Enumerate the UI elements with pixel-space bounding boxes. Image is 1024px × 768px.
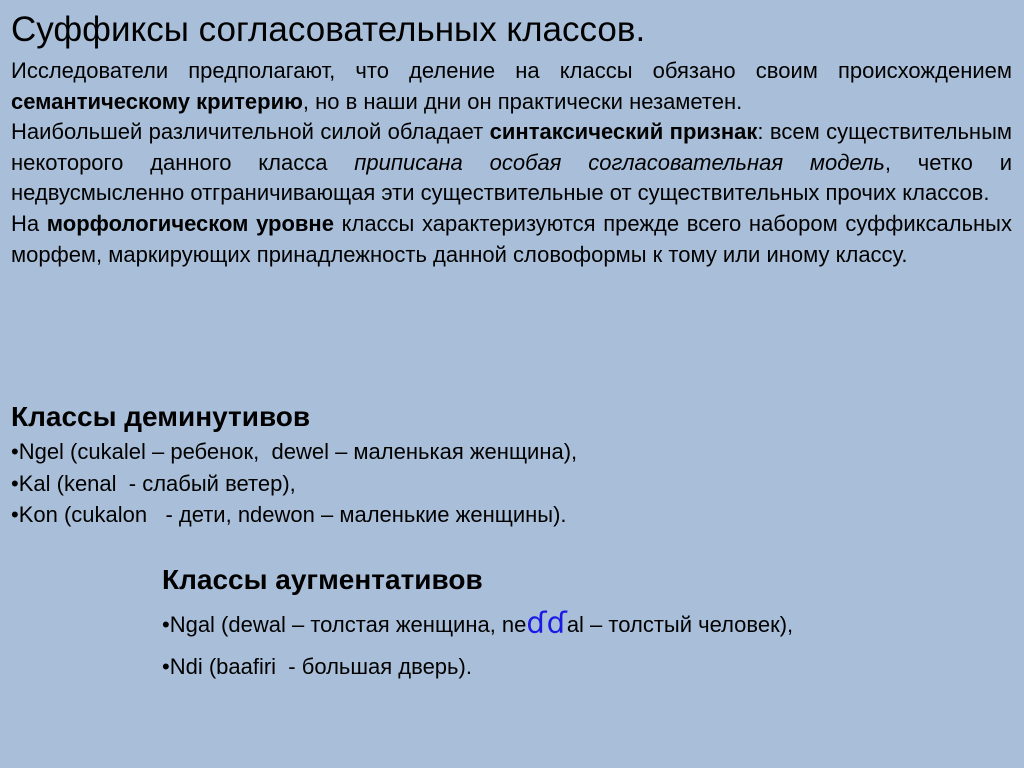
- list-item: •Ndi (baafiri - большая дверь).: [162, 654, 472, 679]
- slide-title: Суффиксы согласовательных классов.: [11, 10, 646, 49]
- list-item: •Kon (cukalon - дети, ndewon – маленькие женщины).: [11, 502, 567, 527]
- augmentatives-list: [162, 602, 793, 688]
- list-item-text: •Ngal (dewal – толстая женщина, ne: [162, 612, 527, 637]
- list-item: •Ngel (cukalel – ребенок, dewel – маленькая женщина),: [11, 439, 578, 464]
- implosive-glyph: ɗɗ: [526, 606, 567, 640]
- paragraph-semantic: [11, 56, 1012, 117]
- paragraph-text: Наибольшей различительной силой обладает: [11, 119, 490, 145]
- bold-term: морфологическом уровне: [46, 210, 334, 236]
- paragraph-text: : всем существительным некоторого данного класса: [11, 119, 1013, 175]
- paragraph-text: классы характеризуются прежде всего набором суффиксальных морфем, маркирующих принадлежность данной словоформы к тому или иному классу.: [11, 210, 1012, 267]
- body-text: [11, 56, 1012, 270]
- list-item-text: al – толстый человек),: [566, 612, 794, 637]
- augmentatives-heading: Классы аугментативов: [162, 564, 483, 595]
- diminutives-section: [11, 400, 577, 531]
- list-item: •Kal (kenal - слабый ветер),: [11, 470, 296, 496]
- paragraph-morphological: [11, 209, 1012, 270]
- diminutives-list: [11, 436, 577, 531]
- paragraph-text: , четко и недвусмысленно отграничивающая эти существительные от существительных прочих классов.: [11, 149, 1012, 206]
- bold-term: синтаксический признак: [489, 119, 758, 145]
- diminutives-heading: Классы деминутивов: [11, 401, 311, 432]
- bold-term: семантическому критерию: [11, 88, 303, 114]
- paragraph-text: Исследователи предполагают, что деление на классы обязано своим происхождением: [11, 58, 1012, 83]
- paragraph-syntactic: [11, 117, 1012, 209]
- paragraph-text: На: [11, 210, 47, 236]
- list-item: [162, 602, 793, 646]
- italic-term: приписана особая согласовательная модель: [354, 149, 885, 175]
- paragraph-text: , но в наши дни он практически незаметен.: [302, 88, 743, 114]
- augmentatives-section: [162, 563, 793, 688]
